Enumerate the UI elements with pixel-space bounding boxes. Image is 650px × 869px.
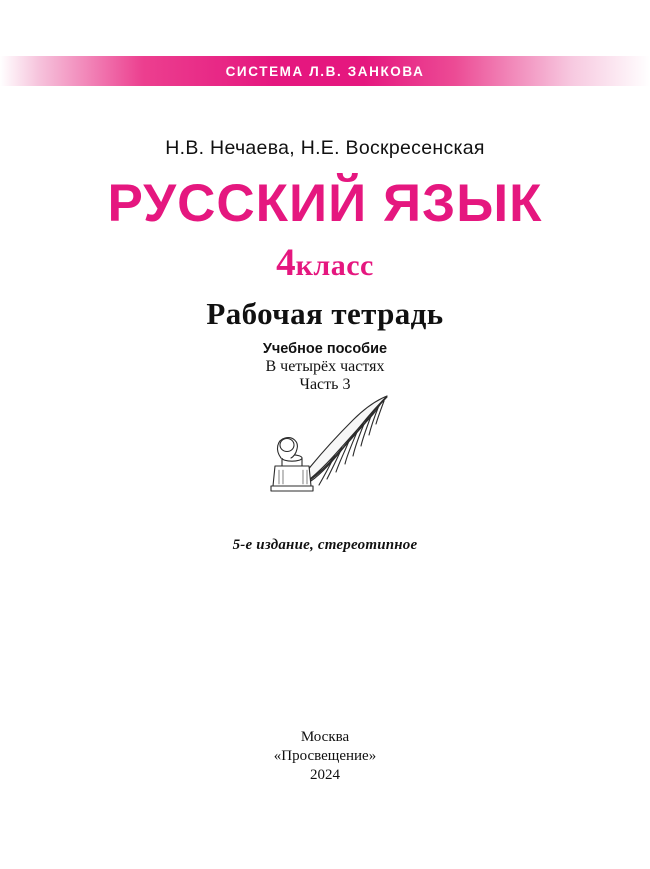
page-title: РУССКИЙ ЯЗЫК xyxy=(107,174,543,233)
series-banner xyxy=(0,56,650,86)
imprint-year: 2024 xyxy=(310,767,340,783)
edition-statement: 5-е издание, стереотипное xyxy=(232,537,418,553)
meta-line-2: В четырёх частях xyxy=(265,358,385,375)
meta-line-1: Учебное пособие xyxy=(262,341,388,357)
series-banner-label: СИСТЕМА Л.В. ЗАНКОВА xyxy=(225,63,425,79)
quill-pen-and-inkwell-icon xyxy=(0,392,650,512)
title-block xyxy=(0,176,650,232)
subtitle: Рабочая тетрадь xyxy=(206,296,444,331)
edition-meta-block xyxy=(0,340,650,394)
authors-line: Н.В. Нечаева, Н.Е. Воскресенская xyxy=(165,137,485,159)
grade-word: класс xyxy=(295,249,374,282)
imprint-city: Москва xyxy=(300,729,350,745)
imprint-publisher: «Просвещение» xyxy=(273,748,377,764)
grade-line xyxy=(0,240,650,285)
meta-line-3: Часть 3 xyxy=(299,376,351,393)
imprint-block xyxy=(0,728,650,785)
grade-number: 4 xyxy=(276,241,296,284)
